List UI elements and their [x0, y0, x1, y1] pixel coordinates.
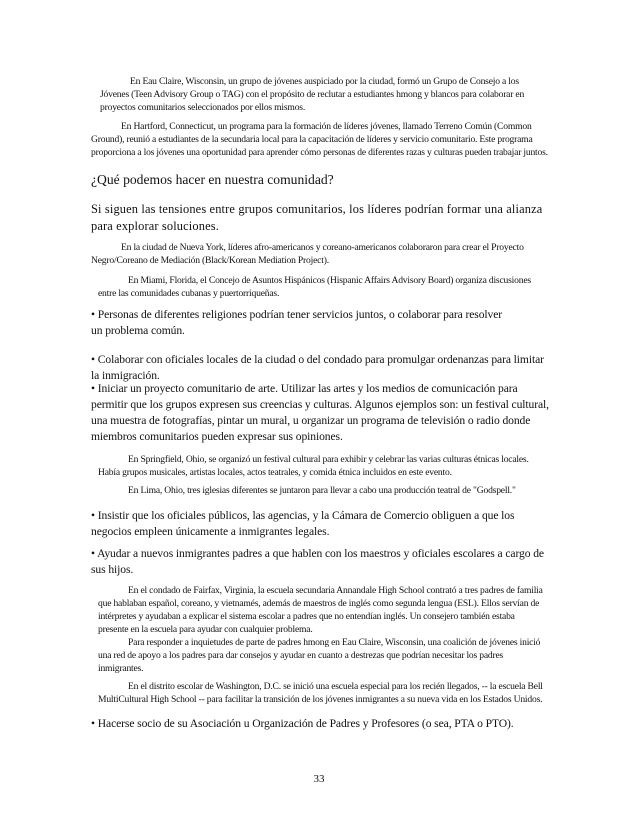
page-number: 33 [313, 773, 325, 785]
bullet-item: • Colaborar con oficiales locales de la ciudad o del condado para promulgar ordenanzas para limitar la inmigración. [91, 353, 544, 382]
example-paragraph [98, 274, 544, 300]
example-paragraph [91, 241, 541, 267]
example-text: En la ciudad de Nueva York, líderes afro-americanos y coreano-americanos colaboraron para crear el Proyecto Negro/Coreano de Mediación (Black/Korean Mediation Project). [91, 242, 524, 266]
example-text: En Springfield, Ohio, se organizó un festival cultural para exhibir y celebrar las varias culturas étnicas locales. Había grupos musicales, artistas locales, actos teatrales, y comida étnica incluidos en este evento. [98, 454, 529, 478]
example-paragraph [91, 120, 549, 159]
section-heading: ¿Qué podemos hacer en nuestra comunidad? [91, 172, 334, 187]
example-paragraph [98, 584, 546, 636]
bullet-item: • Insistir que los oficiales públicos, las agencias, y la Cámara de Comercio obliguen a que los negocios empleen únicamente a inmigrantes legales. [91, 509, 515, 538]
example-text: En el condado de Fairfax, Virginia, la escuela secundaria Annandale High School contrató a tres padres de familia que hablaban español, coreano, y vietnamés, además de maestros de inglés como segunda lengua (ESL). Ellos servían de intérpretes y ayudaban a explicar el sistema escolar a padres que no entendían inglés. Un consejero también estaba presente en la escuela para ayudar con cualquier problema. [98, 585, 543, 635]
lead-paragraph: Si siguen las tensiones entre grupos comunitarios, los líderes podrían formar una alianza para explorar soluciones. [91, 202, 543, 233]
example-text: En Hartford, Connecticut, un programa para la formación de líderes jóvenes, llamado Terreno Común (Common Ground), reunió a estudiantes de la secundaria local para la capacitación de líderes y servicio comunitario. Este programa proporciona a los jóvenes una oportunidad para aprender cómo personas de diferentes razas y culturas pueden trabajar juntos. [91, 121, 548, 158]
example-paragraph [100, 75, 548, 114]
example-text: En Eau Claire, Wisconsin, un grupo de jóvenes auspiciado por la ciudad, formó un Grupo de Consejo a los Jóvenes (Teen Advisory Group o TAG) con el propósito de reclutar a estudiantes hmong y blancos para colaborar en proyectos comunitarios seleccionados por ellos mismos. [100, 76, 525, 113]
example-paragraph [98, 484, 548, 497]
example-paragraph [98, 680, 544, 706]
bullet-item: • Ayudar a nuevos inmigrantes padres a que hablen con los maestros y oficiales escolares a cargo de sus hijos. [91, 547, 544, 576]
bullet-item: • Personas de diferentes religiones podrían tener servicios juntos, o colaborar para resolver un problema común. [91, 308, 503, 337]
example-text: En el distrito escolar de Washington, D.C. se inició una escuela especial para los recién llegados, -- la escuela Bell MultiCultural High School -- para facilitar la transición de los jóvenes inmigrantes a su nueva vida en los Estados Unidos. [98, 681, 543, 705]
example-paragraph [98, 636, 548, 675]
bullet-item: • Iniciar un proyecto comunitario de arte. Utilizar las artes y los medios de comunicación para permitir que los grupos expresen sus creencias y culturas. Algunos ejemplos son: un festival cultural, una muestra de fotografías, pintar un mural, u organizar un programa de televisión o radio donde miembros comunitarios pueden expresar sus opiniones. [91, 382, 549, 443]
example-text: En Miami, Florida, el Concejo de Asuntos Hispánicos (Hispanic Affairs Advisory Board) organiza discusiones entre las comunidades cubanas y puertorriqueñas. [98, 275, 531, 299]
bullet-item: • Hacerse socio de su Asociación u Organización de Padres y Profesores (o sea, PTA o PTO). [91, 717, 514, 730]
example-text: En Lima, Ohio, tres iglesias diferentes se juntaron para llevar a cabo una producción teatral de "Godspell." [128, 485, 516, 496]
example-paragraph [98, 453, 548, 479]
example-text: Para responder a inquietudes de parte de padres hmong en Eau Claire, Wisconsin, una coalición de jóvenes inició una red de apoyo a los padres para dar consejos y ayudar en cuanto a destrezas que podrían necesitar los padres inmigrantes. [98, 637, 541, 674]
